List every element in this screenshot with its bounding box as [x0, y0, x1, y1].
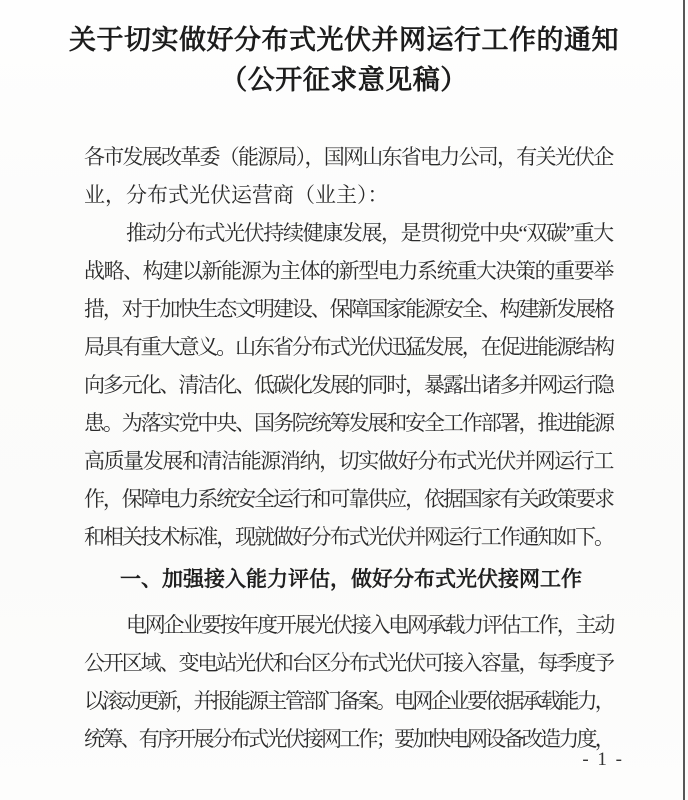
paragraph-line: 统筹、有序开展分布式光伏接网工作；要加快电网设备改造力度， — [84, 727, 613, 751]
paragraph-line: 向多元化、清洁化、低碳化发展的同时，暴露出诸多并网运行隐 — [84, 373, 613, 397]
title-line-1: 关于切实做好分布式光伏并网运行工作的通知 — [69, 25, 619, 55]
salutation-line: 各市发展改革委（能源局），国网山东省电力公司，有关光伏企 — [84, 145, 613, 169]
salutation-line: 业，分布式光伏运营商（业主）： — [84, 183, 389, 207]
paragraph-line: 以滚动更新，并报能源主管部门备案。电网企业要依据承载能力， — [84, 689, 613, 713]
paragraph-line: 作，保障电力系统安全运行和可靠供应，依据国家有关政策要求 — [84, 487, 613, 511]
paragraph-line: 电网企业要按年度开展光伏接入电网承载力评估工作，主动 — [126, 613, 613, 637]
scan-edge-line — [683, 0, 685, 800]
paragraph-line: 局具有重大意义。山东省分布式光伏迅猛发展，在促进能源结构 — [84, 335, 613, 359]
section-1-heading: 一、加强接入能力评估，做好分布式光伏接网工作 — [120, 568, 582, 591]
paragraph-line: 战略、构建以新能源为主体的新型电力系统重大决策的重要举 — [84, 259, 613, 283]
paragraph-line: 推动分布式光伏持续健康发展，是贯彻党中央“双碳”重大 — [126, 221, 613, 245]
page-number: - 1 - — [582, 749, 624, 770]
paragraph-line: 公开区域、变电站光伏和台区分布式光伏可接入容量，每季度予 — [84, 651, 613, 675]
paragraph-line: 和相关技术标准，现就做好分布式光伏并网运行工作通知如下。 — [84, 525, 613, 549]
document-title — [0, 0, 688, 100]
title-line-2: （公开征求意见稿） — [220, 65, 468, 95]
paragraph-line: 高质量发展和清洁能源消纳，切实做好分布式光伏并网运行工 — [84, 449, 613, 473]
paragraph-line: 患。为落实党中央、国务院统筹发展和安全工作部署，推进能源 — [84, 411, 613, 435]
document-body — [84, 138, 613, 758]
paragraph-line: 措，对于加快生态文明建设、保障国家能源安全、构建新发展格 — [84, 297, 613, 321]
